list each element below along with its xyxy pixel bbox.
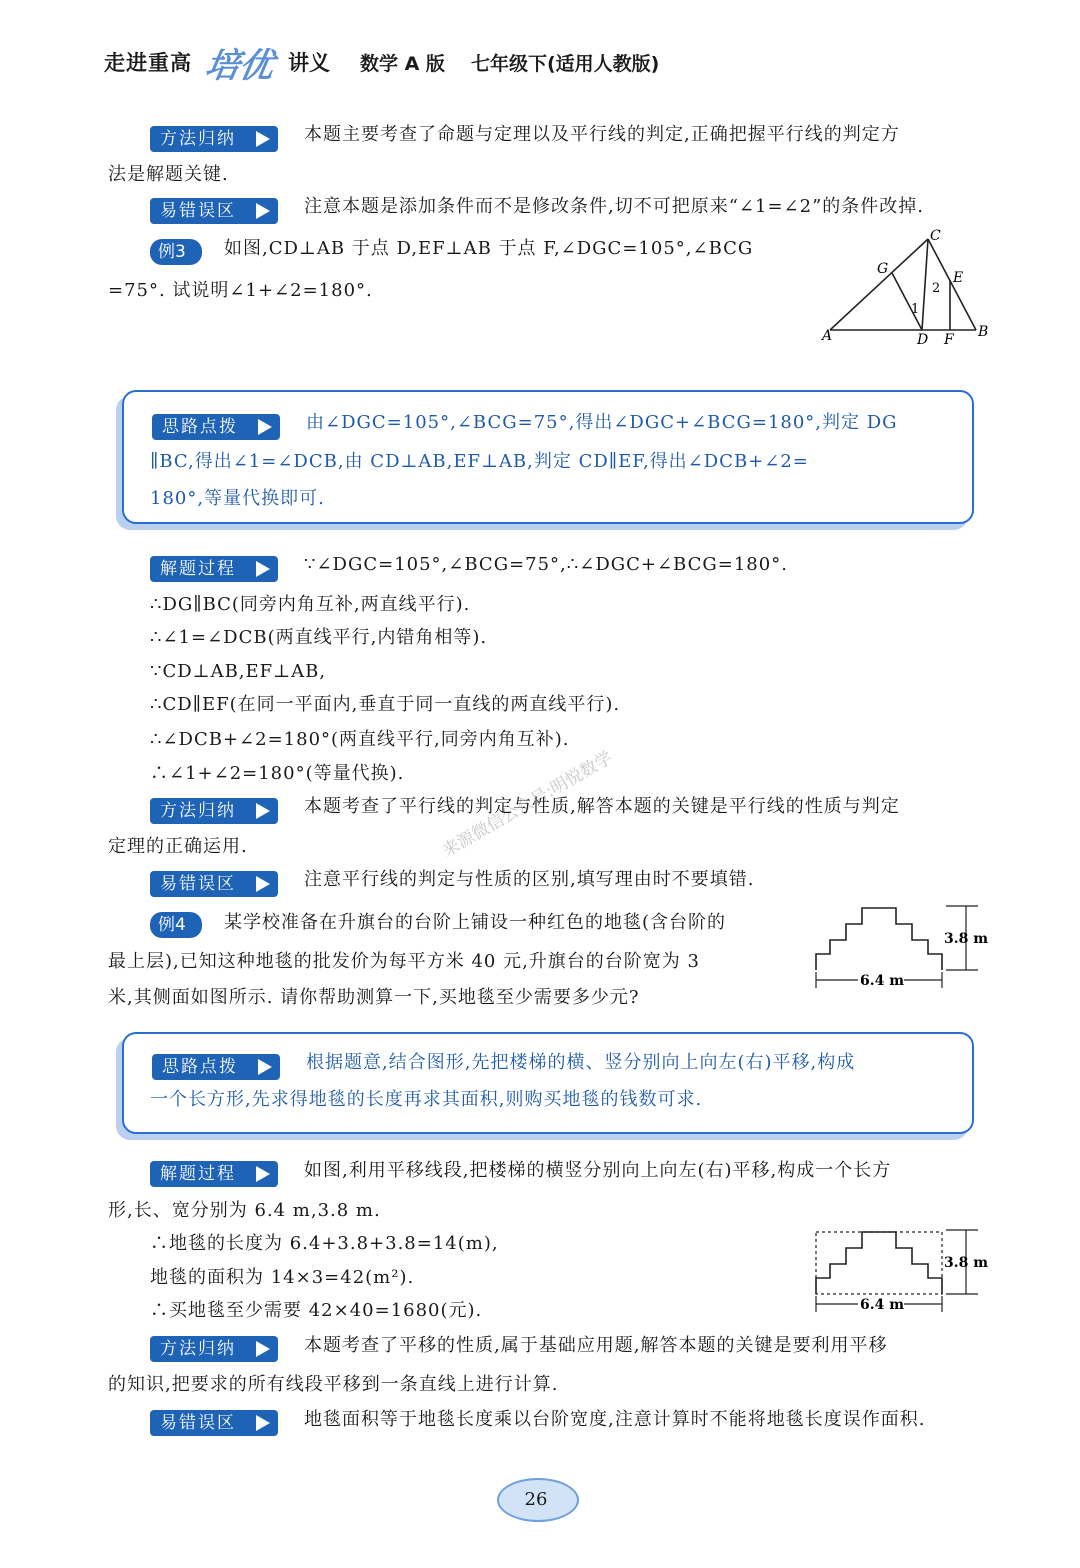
thinking-box xyxy=(122,1032,974,1134)
example-4-text: 最上层),已知这种地毯的批发价为每平方米 40 元,升旗台的台阶宽为 3 xyxy=(108,951,700,972)
thinking-text: 180°,等量代换即可. xyxy=(150,488,325,509)
example-4-text: 米,其侧面如图所示. 请你帮助测算一下,买地毯至少需要多少元? xyxy=(108,987,640,1008)
thinking-text: ∥BC,得出∠1=∠DCB,由 CD⊥AB,EF⊥AB,判定 CD∥EF,得出∠DCB+∠2= xyxy=(150,451,809,472)
method-text: 定理的正确运用. xyxy=(108,836,248,857)
solution-line: ∴地毯的长度为 6.4+3.8+3.8=14(m), xyxy=(150,1233,499,1254)
page-number: 26 xyxy=(524,1489,548,1510)
mistake-text: 注意平行线的判定与性质的区别,填写理由时不要填错. xyxy=(304,869,755,890)
series-title: 走进重高 xyxy=(104,51,192,75)
stairs-outline xyxy=(816,1232,942,1294)
label-d: D xyxy=(917,332,929,348)
page-header xyxy=(104,42,660,86)
example-3-text: 如图,CD⊥AB 于点 D,EF⊥AB 于点 F,∠DGC=105°,∠BCG xyxy=(224,238,754,259)
label-b: B xyxy=(978,324,989,340)
header-grade: 七年级下(适用人教版) xyxy=(470,52,660,75)
method-text: 本题考查了平移的性质,属于基础应用题,解答本题的关键是要利用平移 xyxy=(304,1335,888,1356)
method-text: 法是解题关键. xyxy=(108,164,229,185)
triangle-figure xyxy=(816,226,996,348)
method-text: 的知识,把要求的所有线段平移到一条直线上进行计算. xyxy=(108,1374,559,1395)
mistake-tag: 易错误区 xyxy=(150,1410,278,1436)
brand-logo: 培优 xyxy=(201,45,277,86)
stairs-outline xyxy=(816,908,942,970)
stairs-translated-figure xyxy=(812,1222,996,1318)
method-tag: 方法归纳 xyxy=(150,798,278,824)
label-f: F xyxy=(944,332,954,348)
example-4-text: 某学校准备在升旗台的台阶上铺设一种红色的地毯(含台阶的 xyxy=(224,912,727,933)
thinking-tag: 思路点拨 xyxy=(152,414,280,440)
stairs-figure xyxy=(812,898,996,994)
solution-line: ∴CD∥EF(在同一平面内,垂直于同一直线的两直线平行). xyxy=(150,694,621,715)
label-g: G xyxy=(877,261,889,277)
solution-line: 形,长、宽分别为 6.4 m,3.8 m. xyxy=(108,1200,381,1221)
solution-line: ∵∠DGC=105°,∠BCG=75°,∴∠DGC+∠BCG=180°. xyxy=(304,554,788,575)
solution-line: ∴∠1+∠2=180°(等量代换). xyxy=(150,763,405,784)
solution-tag: 解题过程 xyxy=(150,556,278,582)
solution-line: ∴∠1=∠DCB(两直线平行,内错角相等). xyxy=(150,627,488,648)
method-text: 本题主要考查了命题与定理以及平行线的判定,正确把握平行线的判定方 xyxy=(304,124,900,145)
label-c: C xyxy=(930,228,941,244)
header-subtitle: 讲义 xyxy=(288,51,330,75)
mistake-tag: 易错误区 xyxy=(150,871,278,897)
solution-line: ∴∠DCB+∠2=180°(两直线平行,同旁内角互补). xyxy=(150,729,570,750)
solution-line: 如图,利用平移线段,把楼梯的横竖分别向上向左(右)平移,构成一个长方 xyxy=(304,1160,892,1181)
solution-tag: 解题过程 xyxy=(150,1161,278,1187)
width-label: 6.4 m xyxy=(860,973,905,989)
method-text: 本题考查了平行线的判定与性质,解答本题的关键是平行线的性质与判定 xyxy=(304,796,900,817)
angle-2-label: 2 xyxy=(932,281,941,296)
height-label: 3.8 m xyxy=(944,1255,989,1271)
watermark: 来源微信公众号:明悦数学 xyxy=(439,747,617,862)
mistake-tag: 易错误区 xyxy=(150,198,278,224)
header-subject: 数学 A 版 xyxy=(360,52,445,75)
mistake-text: 地毯面积等于地毯长度乘以台阶宽度,注意计算时不能将地毯长度误作面积. xyxy=(304,1409,926,1430)
page-number-badge xyxy=(497,1474,587,1520)
solution-line: ∵CD⊥AB,EF⊥AB, xyxy=(150,661,327,682)
solution-line: ∴买地毯至少需要 42×40=1680(元). xyxy=(150,1300,483,1321)
method-tag: 方法归纳 xyxy=(150,1336,278,1362)
thinking-text: 根据题意,结合图形,先把楼梯的横、竖分别向上向左(右)平移,构成 xyxy=(306,1052,856,1073)
thinking-text: 由∠DGC=105°,∠BCG=75°,得出∠DGC+∠BCG=180°,判定 DG xyxy=(306,412,898,433)
label-e: E xyxy=(953,270,964,286)
label-a: A xyxy=(822,328,833,344)
method-tag: 方法归纳 xyxy=(150,126,278,152)
height-label: 3.8 m xyxy=(944,931,989,947)
mistake-text: 注意本题是添加条件而不是修改条件,切不可把原来“∠1=∠2”的条件改掉. xyxy=(304,196,924,217)
width-label: 6.4 m xyxy=(860,1297,905,1313)
translated-rectangle xyxy=(816,1232,942,1294)
solution-line: ∴DG∥BC(同旁内角互补,两直线平行). xyxy=(150,594,471,615)
thinking-tag: 思路点拨 xyxy=(152,1054,280,1080)
example-3-text: =75°. 试说明∠1+∠2=180°. xyxy=(108,280,373,301)
example-4-tag: 例4 xyxy=(150,912,202,938)
example-3-tag: 例3 xyxy=(150,239,202,265)
solution-line: 地毯的面积为 14×3=42(m²). xyxy=(150,1267,415,1288)
segment-cd xyxy=(922,239,928,330)
angle-1-label: 1 xyxy=(911,302,920,317)
thinking-text: 一个长方形,先求得地毯的长度再求其面积,则购买地毯的钱数可求. xyxy=(150,1089,703,1110)
